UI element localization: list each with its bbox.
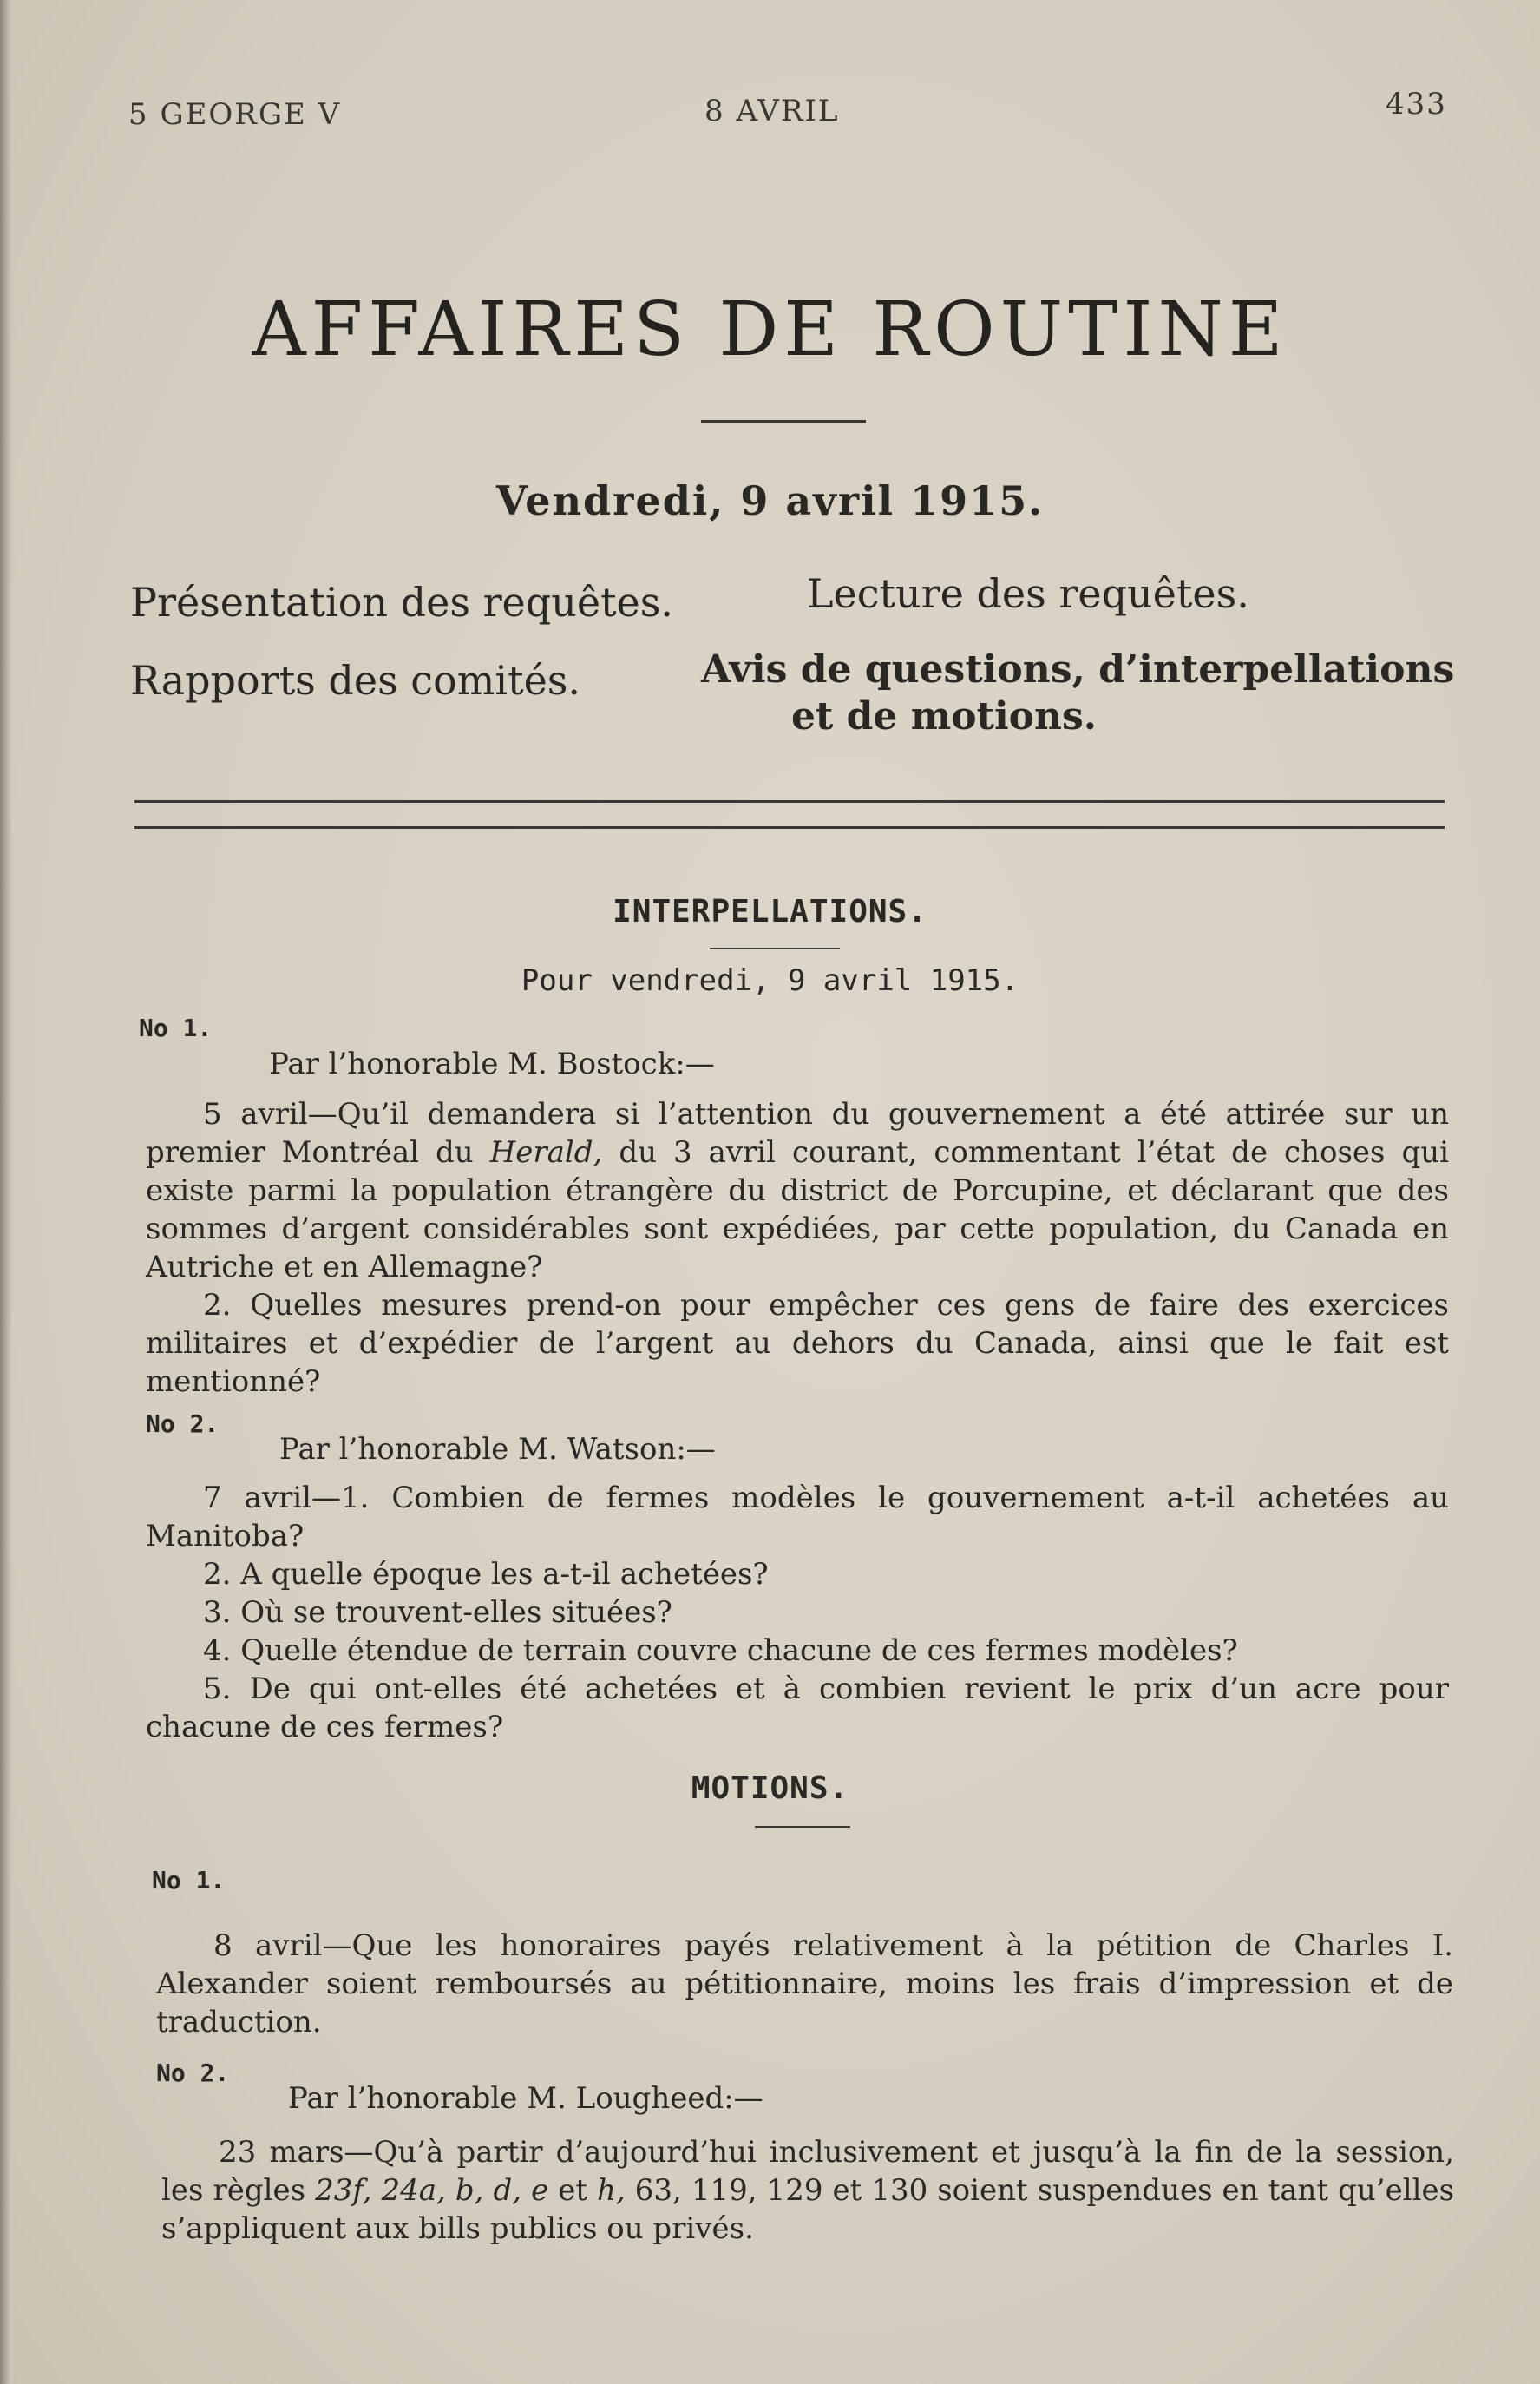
newspaper-title: Herald,	[489, 1135, 603, 1170]
motion-2-text-a: 23 mars—Qu’à partir d’aujourd’hui inclusivement et jusqu’à la fin de la session, les règles	[161, 2135, 1454, 2208]
motion-1-number: No 1.	[152, 1866, 226, 1895]
interpellations-subheading: Pour vendredi, 9 avril 1915.	[521, 963, 1019, 998]
interpellation-1-body	[146, 1095, 1449, 1401]
motion-2-by: Par l’honorable M. Lougheed:—	[288, 2081, 763, 2116]
para1-text-b: du 3 avril courant, commentant l’état de choses qui existe parmi la population étrangère du district de Porcupine, et déclarant que des sommes d’argent considérables sont expédiées, par cette population, du Canada en Autriche et en Allemagne?	[146, 1135, 1449, 1284]
motion-1-text: 8 avril—Que les honoraires payés relativement à la pétition de Charles I. Alexander soient remboursés au pétitionnaire, moins les frais d’impression et de traduction.	[156, 1928, 1453, 2039]
motions-heading: MOTIONS.	[691, 1770, 849, 1806]
motion-2-rules: 23f, 24a, b, d, e	[315, 2173, 549, 2208]
routine-presentation: Présentation des requêtes.	[130, 579, 674, 626]
interpellation-2-para1: 7 avril—1. Combien de fermes modèles le gouvernement a-t-il achetées au Manitoba?	[146, 1481, 1449, 1553]
routine-avis-line1: Avis de questions, d’interpellations	[701, 647, 1455, 692]
routine-lecture: Lecture des requêtes.	[807, 570, 1249, 617]
interpellation-1-para2: 2. Quelles mesures prend-on pour empêcher ces gens de faire des exercices militaires et d’expédier de l’argent au dehors du Canada, ainsi que le fait est mentionné?	[146, 1288, 1449, 1399]
interpellation-2-q3: 3. Où se trouvent-elles situées?	[203, 1595, 672, 1630]
date-heading: Vendredi, 9 avril 1915.	[495, 477, 1045, 524]
section-double-rule-top	[134, 800, 1445, 803]
interpellation-2-q4: 4. Quelle étendue de terrain couvre chacune de ces fermes modèles?	[203, 1633, 1238, 1668]
interpellation-2-q2: 2. A quelle époque les a-t-il achetées?	[203, 1557, 769, 1592]
interpellation-2-body	[146, 1479, 1449, 1746]
page-number: 433	[1386, 87, 1447, 121]
title-rule	[701, 420, 866, 423]
motion-2-text	[161, 2133, 1454, 2248]
interpellation-2-q5: 5. De qui ont-elles été achetées et à combien revient le prix d’un acre pour chacune de ces fermes?	[146, 1671, 1449, 1744]
motion-2-text-b: et	[548, 2173, 598, 2208]
motion-1-body	[156, 1927, 1453, 2041]
routine-avis-line2: et de motions.	[791, 694, 1098, 739]
para1-text-a: 5 avril—Qu’il demandera si l’attention du gouvernement a été attirée sur un premier Montréal du	[146, 1097, 1449, 1170]
motion-2-number: No 2.	[156, 2059, 230, 2087]
interpellations-rule	[710, 948, 840, 949]
running-head-center: 8 AVRIL	[704, 94, 840, 128]
interpellation-1-by: Par l’honorable M. Bostock:—	[269, 1047, 715, 1081]
interpellations-heading: INTERPELLATIONS.	[613, 894, 927, 929]
running-head-left: 5 GEORGE V	[128, 97, 342, 132]
section-double-rule-bottom	[134, 826, 1445, 829]
interpellation-2-number: No 2.	[146, 1409, 220, 1438]
interpellation-1-para1	[146, 1095, 1449, 1286]
interpellation-2-by: Par l’honorable M. Watson:—	[279, 1432, 716, 1467]
motion-2-text-c: 63, 119, 129 et 130 soient suspendues en tant qu’elles s’appliquent aux bills publics ou privés.	[161, 2173, 1455, 2246]
page-title: AFFAIRES DE ROUTINE	[252, 286, 1288, 373]
motion-2-rule-h: h,	[597, 2173, 626, 2208]
interpellation-1-number: No 1.	[139, 1014, 213, 1042]
motions-rule	[755, 1826, 850, 1828]
motion-2-body	[161, 2133, 1454, 2248]
routine-rapports: Rapports des comités.	[130, 657, 581, 704]
